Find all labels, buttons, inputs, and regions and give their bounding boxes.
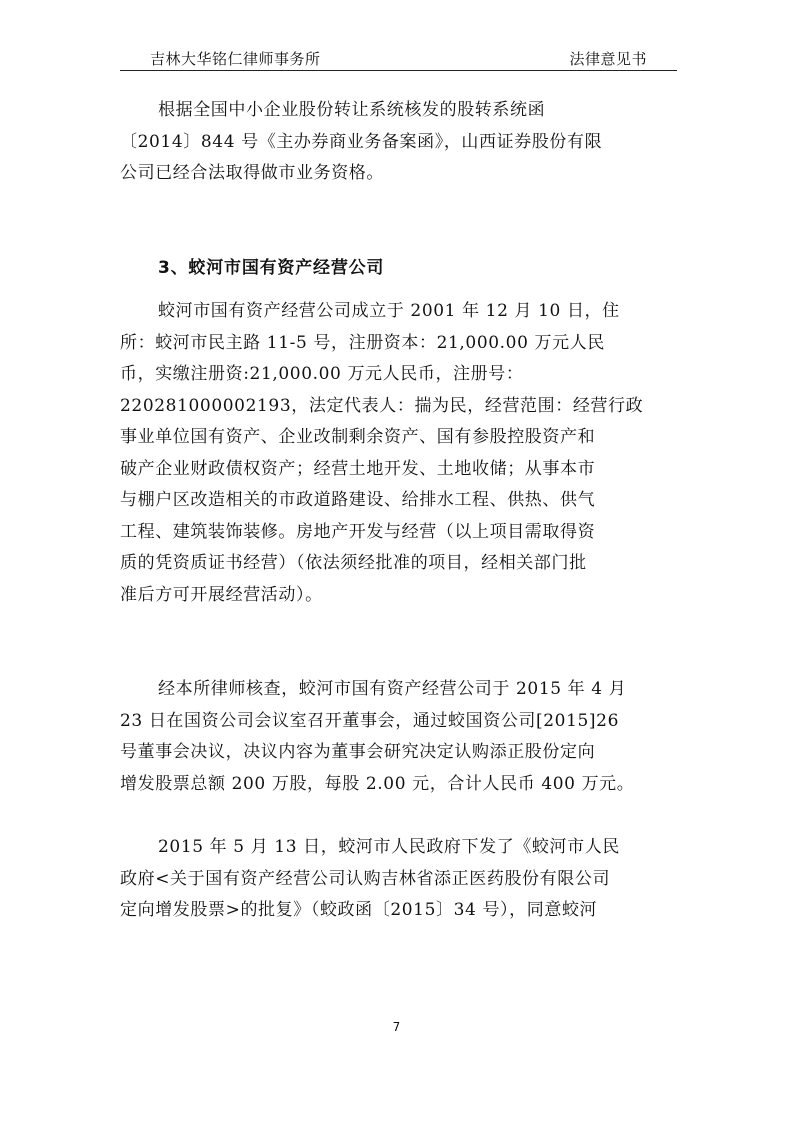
paragraph-line: 经本所律师核查，蛟河市国有资产经营公司于 2015 年 4 月 [158, 679, 627, 699]
paragraph-line: 2015 年 5 月 13 日，蛟河市人民政府下发了《蛟河市人民 [158, 837, 620, 857]
paragraph-market-maker [120, 95, 670, 190]
document-type: 法律意见书 [569, 50, 647, 68]
page-header [120, 44, 677, 71]
paragraph-line: 根据全国中小企业股份转让系统核发的股转系统函 [158, 100, 546, 120]
paragraph-line: 公司已经合法取得做市业务资格。 [120, 163, 384, 183]
paragraph-line: 所：蛟河市民主路 11-5 号，注册资本：21,000.00 万元人民 [120, 332, 605, 353]
paragraph-line: 政府<关于国有资产经营公司认购吉林省添正医药股份有限公司 [120, 868, 611, 889]
paragraph-board-resolution [120, 674, 670, 800]
law-firm-name: 吉林大华铭仁律师事务所 [150, 50, 321, 68]
paragraph-line: 币，实缴注册资:21,000.00 万元人民币，注册号： [120, 364, 524, 384]
paragraph-line: 与棚户区改造相关的市政道路建设、给排水工程、供热、供气 [120, 490, 596, 510]
paragraph-government-approval [120, 832, 670, 927]
paragraph-line: 破产企业财政债权资产；经营土地开发、土地收储；从事本市 [120, 458, 596, 479]
paragraph-line: 定向增发股票>的批复》（蛟政函〔2015〕34 号），同意蛟河 [120, 900, 598, 920]
paragraph-line: 220281000002193，法定代表人：揣为民，经营范围：经营行政 [120, 395, 644, 416]
paragraph-line: 23 日在国资公司会议室召开董事会，通过蛟国资公司[2015]26 [120, 710, 619, 731]
paragraph-line: 号董事会决议，决议内容为董事会研究决定认购添正股份定向 [120, 742, 596, 762]
page-number: 7 [392, 1020, 401, 1034]
paragraph-line: 准后方可开展经营活动）。 [120, 584, 323, 605]
paragraph-line: 事业单位国有资产、企业改制剩余资产、国有参股控股资产和 [120, 427, 596, 447]
paragraph-line: 蛟河市国有资产经营公司成立于 2001 年 12 月 10 日，住 [158, 301, 620, 321]
section-heading: 3、蛟河市国有资产经营公司 [158, 258, 385, 278]
paragraph-line: 质的凭资质证书经营）（依法须经批准的项目，经相关部门批 [120, 553, 587, 573]
paragraph-line: 〔2014〕844 号《主办券商业务备案函》，山西证券股份有限 [120, 131, 603, 152]
paragraph-line: 工程、建筑装饰装修。房地产开发与经营（以上项目需取得资 [120, 521, 596, 542]
paragraph-line: 增发股票总额 200 万股，每股 2.00 元，合计人民币 400 万元。 [120, 773, 635, 794]
paragraph-company-info [120, 296, 670, 611]
